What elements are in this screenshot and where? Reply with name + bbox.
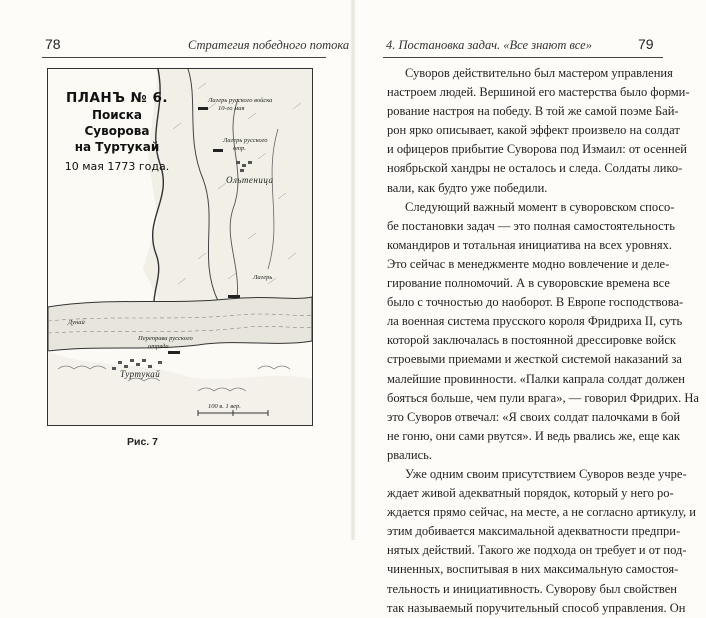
text-line: рвались.	[387, 447, 432, 462]
text-line: тельность и инициативность. Суворову был свойствен	[387, 581, 677, 596]
text-line: было с точностью до наоборот. В Европе господствова-	[387, 295, 684, 310]
text-line: ла военная система прусского короля Фридриха II, суть	[387, 314, 683, 329]
text-line: Суворов действительно был мастером управления	[405, 66, 673, 80]
text-line: это Суворов отвечал: «Я своих солдат палочками в бой	[387, 409, 681, 424]
map-label-oltenitsa: Ольтеница	[226, 175, 274, 185]
left-page-number: 78	[45, 36, 61, 52]
map-title-line2: Поиска Суворова	[84, 108, 150, 138]
text-line: рование настроя на победу. В той же самой поэме Бай-	[387, 104, 679, 119]
map-label-camp-4: отр.	[233, 145, 246, 152]
text-line: бояться больше, чем пули врага», — говорил Фридрих. На	[387, 390, 699, 405]
text-line: ждается прямо сейчас, на месте, а не согласно артикулу, и	[387, 505, 696, 520]
map-title-line3: на Туртукай	[74, 140, 160, 154]
text-line: чиненных, воспитывая в них максимальную самостоя-	[387, 562, 679, 577]
text-line: рон ярко описывает, какой эффект произвело на солдат	[387, 123, 680, 138]
text-line: ждает живой адекватный порядок, который у него ро-	[387, 486, 674, 501]
text-line: строевыми приемами и жесткой системой наказаний за	[387, 352, 682, 367]
map-label-turtukai: Туртукай	[120, 369, 161, 379]
map-label-crossing-2: отряда	[148, 343, 169, 350]
map-label-scale: 100 в. 1 вер.	[208, 403, 241, 410]
text-line: и офицеров прибытие Суворова под Измаил: от осенней	[387, 142, 687, 157]
left-running-head: Стратегия победного потока	[188, 38, 350, 52]
map-land-south	[48, 351, 312, 425]
right-page-number: 79	[638, 36, 654, 52]
text-line: нятых действий. Такого же подхода он требует и от под-	[387, 543, 687, 558]
map-figure	[47, 68, 313, 426]
text-line: Следующий важный момент в суворовском спосо-	[405, 199, 675, 214]
map-title	[58, 89, 176, 175]
right-running-head: 4. Постановка задач. «Все знают все»	[386, 38, 592, 52]
map-label-camp-5: Лагерь	[253, 274, 273, 281]
left-header-rule	[42, 57, 326, 58]
text-line: этим добивается максимальной адекватности предпри-	[387, 524, 681, 539]
map-label-crossing-1: Переправа русского	[138, 335, 193, 342]
map-title-date: 10 мая 1773 года.	[64, 160, 170, 173]
map-label-camp-2: 10-го мая	[218, 105, 245, 112]
figure-caption: Рис. 7	[127, 436, 158, 448]
text-line: не гоню, они сами рвутся». И ведь рвались же, еще как	[387, 428, 680, 443]
right-header-rule	[383, 57, 663, 58]
text-line: вали, как будто уже победили.	[387, 180, 548, 195]
map-title-line1: ПЛАНЪ № 6.	[65, 90, 169, 106]
map-label-camp-3: Лагерь русского	[223, 137, 268, 144]
text-line: гирование полномочий. А в суворовские времена все	[387, 276, 670, 291]
map-label-camp-1: Лагерь русского войска	[208, 97, 273, 104]
map-danube	[48, 297, 312, 351]
text-line: Уже одним своим присутствием Суворов везде учре-	[405, 466, 687, 481]
text-line: которой заключалась в постоянной дрессировке войск	[387, 333, 676, 348]
text-line: малейшие провинности. «Палки капрала солдат должен	[387, 371, 685, 386]
text-line: Это сейчас в менеджменте модно вовлечение и деле-	[387, 256, 670, 271]
body-text	[387, 64, 699, 618]
text-line: ноябрьской хандры не осталось и следа. Солдаты лико-	[387, 161, 683, 176]
text-line: командиров и тотальная инициатива на всех уровнях.	[387, 237, 672, 252]
text-line: бе постановки задач — это полная самостоятельность	[387, 218, 675, 233]
text-line: так называемый поручительный способ управления. Он	[387, 600, 686, 615]
left-page	[0, 0, 352, 540]
text-line: настроем людей. Вершиной его мастерства было форми-	[387, 85, 690, 100]
map-label-danube: Дунай	[68, 319, 85, 326]
